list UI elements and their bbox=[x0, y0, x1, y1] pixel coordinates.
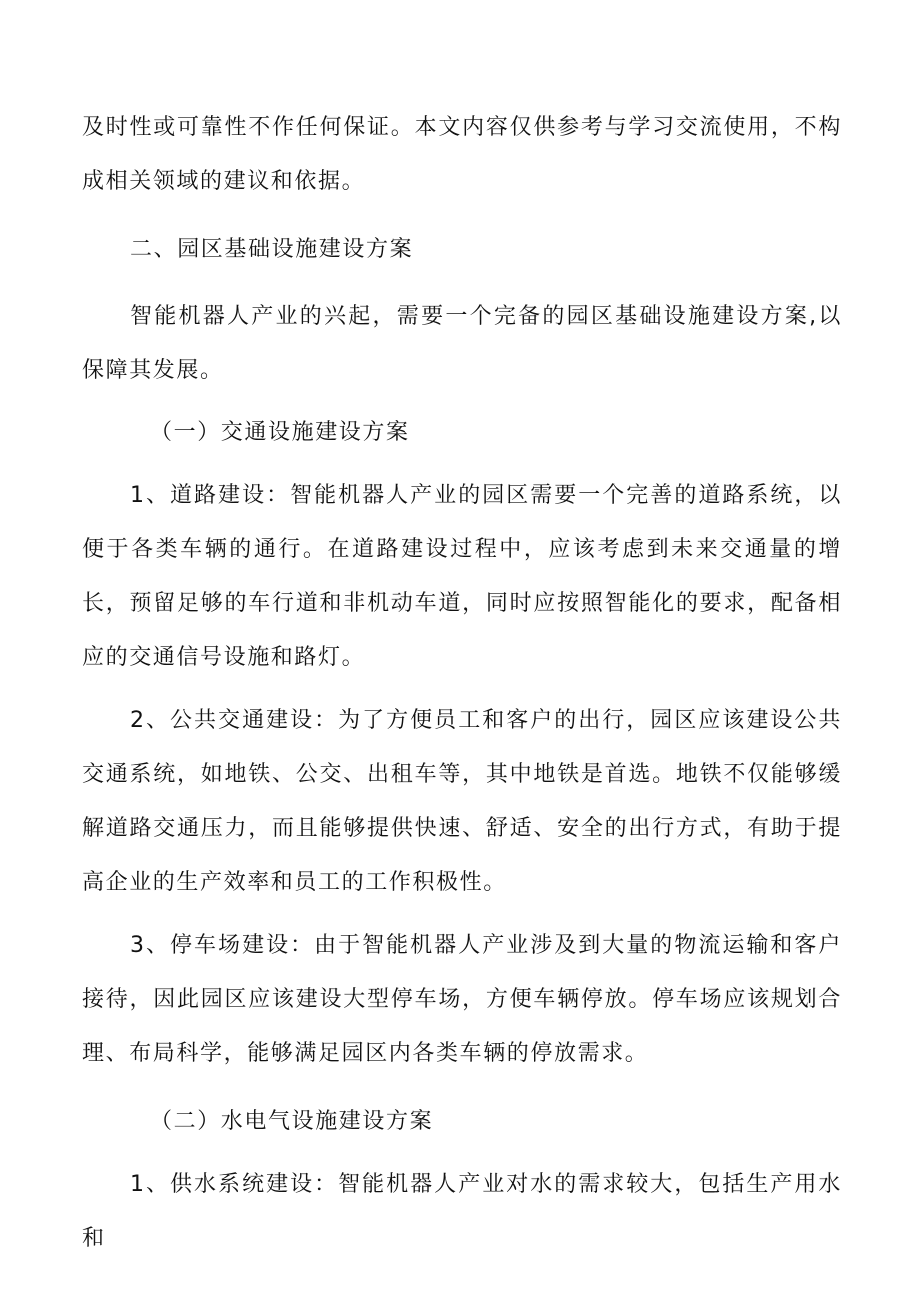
body-paragraph-continued: 及时性或可靠性不作任何保证。本文内容仅供参考与学习交流使用，不构成相关领域的建议和依据。 bbox=[82, 115, 842, 194]
body-paragraph-public-transit: 2、公共交通建设：为了方便员工和客户的出行，园区应该建设公共交通系统，如地铁、公交、出租车等，其中地铁是首选。地铁不仅能够缓解道路交通压力，而且能够提供快速、舒适、安全的出行方式，有助于提高企业的生产效率和员工的工作积极性。 bbox=[82, 708, 842, 895]
body-paragraph-parking: 3、停车场建设：由于智能机器人产业涉及到大量的物流运输和客户接待，因此园区应该建设大型停车场，方便车辆停放。停车场应该规划合理、布局科学，能够满足园区内各类车辆的停放需求。 bbox=[82, 933, 842, 1066]
subsection-heading-transport: （一）交通设施建设方案 bbox=[150, 420, 410, 445]
body-paragraph-intro: 智能机器人产业的兴起，需要一个完备的园区基础设施建设方案,以保障其发展。 bbox=[82, 304, 842, 383]
subsection-heading-utilities: （二）水电气设施建设方案 bbox=[150, 1109, 434, 1134]
section-heading-infrastructure: 二、园区基础设施建设方案 bbox=[130, 237, 414, 262]
body-paragraph-road-construction: 1、道路建设：智能机器人产业的园区需要一个完善的道路系统，以便于各类车辆的通行。在道路建设过程中，应该考虑到未来交通量的增长，预留足够的车行道和非机动车道，同时应按照智能化的要求，配备相应的交通信号设施和路灯。 bbox=[82, 483, 842, 670]
body-paragraph-water-supply: 1、供水系统建设：智能机器人产业对水的需求较大，包括生产用水和 bbox=[82, 1172, 842, 1251]
